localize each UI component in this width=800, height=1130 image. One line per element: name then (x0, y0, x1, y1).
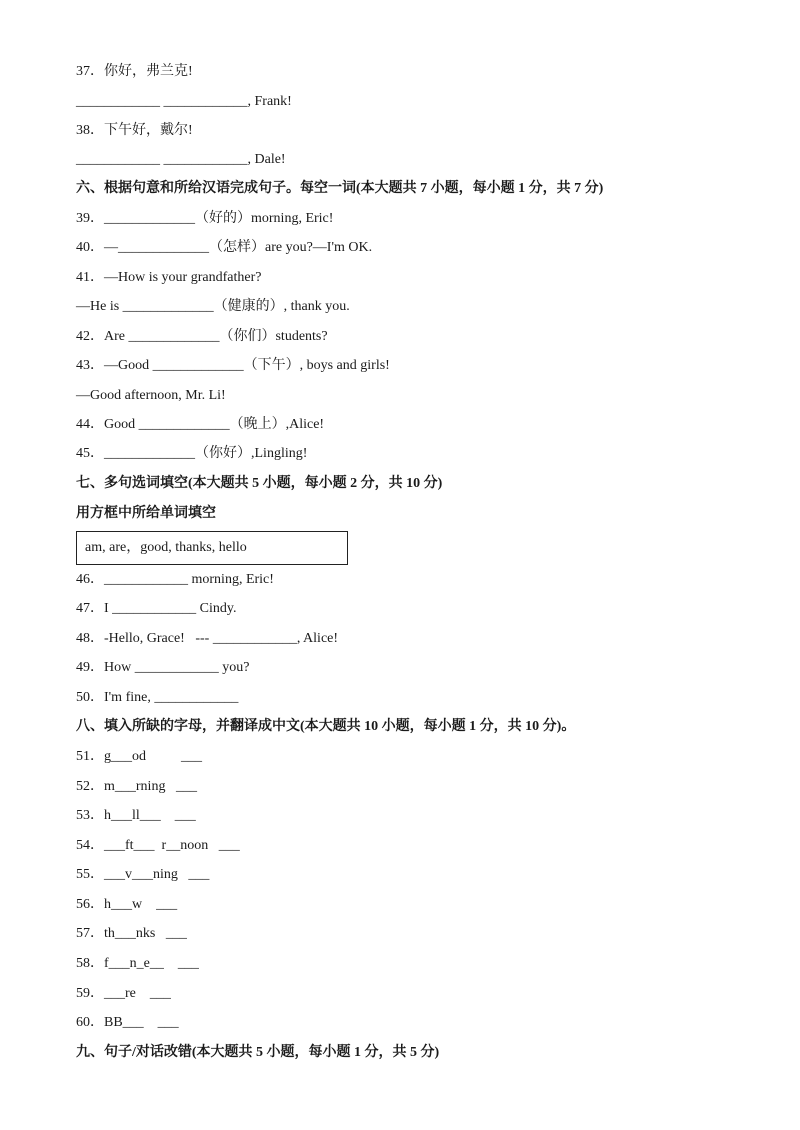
question-51: 51．g___od ___ (76, 749, 202, 764)
question-53: 53．h___ll___ ___ (76, 808, 196, 823)
question-58: 58．f___n_e__ ___ (76, 956, 199, 971)
question-42: 42．Are _____________（你们）students? (76, 329, 328, 344)
section-8-heading: 八、填入所缺的字母，并翻译成中文(本大题共 10 小题，每小题 1 分，共 10 分)。 (76, 719, 576, 734)
question-50: 50．I'm fine, ____________ (76, 690, 239, 705)
question-45: 45．_____________（你好）,Lingling! (76, 446, 308, 461)
section-7-instruction: 用方框中所给单词填空 (76, 506, 216, 521)
question-44: 44．Good _____________（晚上）,Alice! (76, 417, 325, 432)
word-box-text: am, are，good, thanks, hello (85, 540, 247, 555)
answer-line-37: ____________ ____________, Frank! (76, 94, 292, 109)
question-59: 59．___re ___ (76, 986, 171, 1001)
section-7-heading: 七、多句选词填空(本大题共 5 小题，每小题 2 分，共 10 分) (76, 476, 443, 491)
question-47: 47．I ____________ Cindy. (76, 601, 237, 616)
question-37: 37．你好，弗兰克! (76, 64, 193, 79)
question-46: 46．____________ morning, Eric! (76, 572, 274, 587)
question-41: 41．—How is your grandfather? (76, 270, 262, 285)
question-40: 40．—_____________（怎样）are you?—I'm OK. (76, 240, 373, 255)
question-43-reply: —Good afternoon, Mr. Li! (76, 388, 226, 403)
question-38: 38．下午好，戴尔! (76, 123, 193, 138)
question-49: 49．How ____________ you? (76, 660, 250, 675)
question-52: 52．m___rning ___ (76, 779, 197, 794)
question-48: 48．-Hello, Grace! --- ____________, Alice! (76, 631, 339, 646)
section-6-heading: 六、根据句意和所给汉语完成句子。每空一词(本大题共 7 小题，每小题 1 分，共 7 分) (76, 181, 604, 196)
answer-line-38: ____________ ____________, Dale! (76, 152, 286, 167)
section-9-heading: 九、句子/对话改错(本大题共 5 小题，每小题 1 分，共 5 分) (76, 1045, 440, 1060)
question-41-answer: —He is _____________（健康的）, thank you. (76, 299, 350, 314)
question-60: 60．BB___ ___ (76, 1015, 179, 1030)
question-56: 56．h___w ___ (76, 897, 178, 912)
question-57: 57．th___nks ___ (76, 926, 187, 941)
word-box (76, 531, 348, 565)
question-39: 39．_____________（好的）morning, Eric! (76, 211, 334, 226)
question-54: 54．___ft___ r__noon ___ (76, 838, 240, 853)
question-43: 43．—Good _____________（下午）, boys and girls! (76, 358, 390, 373)
question-55: 55．___v___ning ___ (76, 867, 210, 882)
